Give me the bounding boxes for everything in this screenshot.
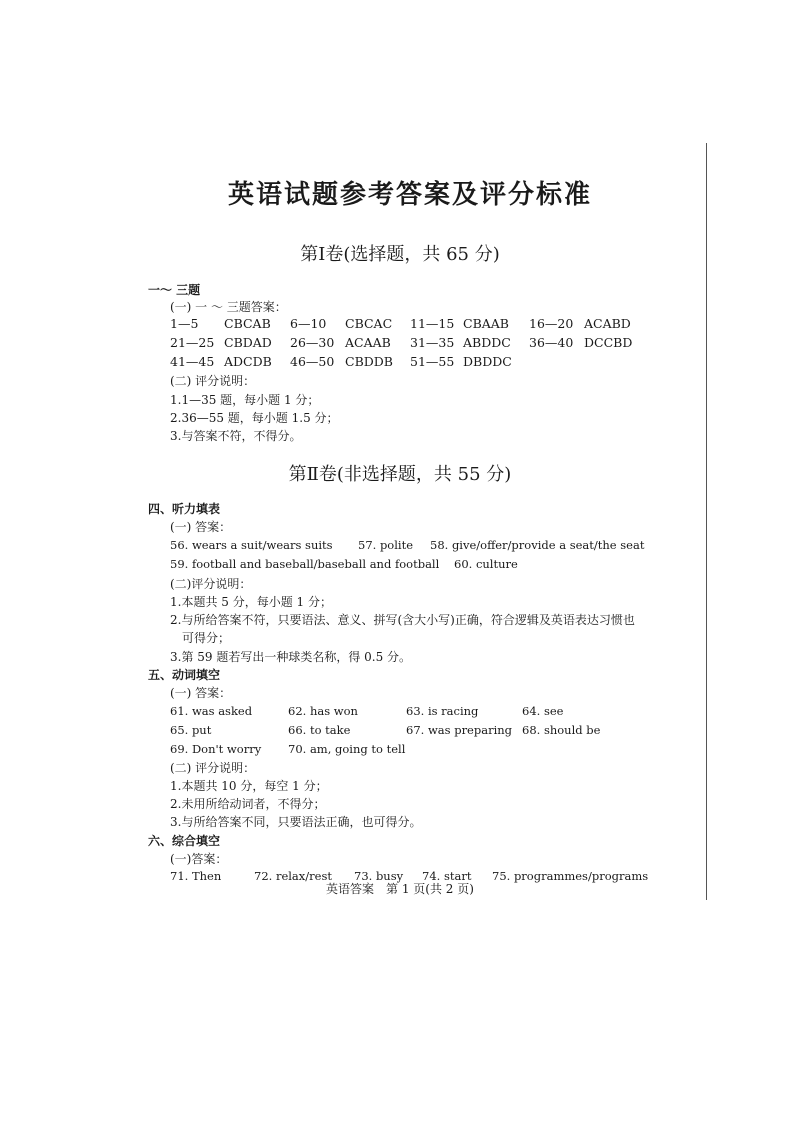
answer-item: 61. was asked [170, 704, 253, 718]
range-label: 21—25 [170, 335, 215, 350]
answer-item: 65. put [170, 723, 212, 737]
answer-value: ACAAB [345, 335, 391, 350]
range-label: 11—15 [410, 316, 455, 331]
answer-item: 68. should be [522, 723, 601, 737]
answer-value: CBDAD [224, 335, 272, 350]
answer-item: 66. to take [288, 723, 351, 737]
page-title: 英语试题参考答案及评分标准 [227, 180, 592, 210]
answer-row [170, 557, 700, 576]
scoring-label: (二)评分说明： [170, 577, 252, 591]
answer-item: 63. is racing [406, 704, 479, 718]
answer-item: 57. polite [358, 538, 414, 552]
scoring-item: 1.本题共 10 分，每空 1 分； [170, 779, 328, 793]
answer-value: DBDDC [463, 354, 512, 369]
scoring-item: 1.本题共 5 分，每小题 1 分； [170, 595, 332, 609]
answer-row [170, 723, 700, 742]
answer-item: 67. was preparing [406, 723, 513, 737]
answer-value: CBAAB [463, 316, 509, 331]
answer-item: 58. give/offer/provide a seat/the seat [430, 538, 645, 552]
answer-item: 69. Don't worry [170, 742, 262, 756]
scoring-item: 3.与所给答案不同，只要语法正确，也可得分。 [170, 815, 422, 829]
scoring-label: (二) 评分说明： [170, 761, 256, 775]
answer-item: 64. see [522, 704, 564, 718]
range-label: 16—20 [529, 316, 574, 331]
scoring-item: 3.第 59 题若写出一种球类名称，得 0.5 分。 [170, 650, 412, 664]
part2-heading: 第Ⅱ卷(非选择题，共 55 分) [288, 464, 512, 485]
answer-item: 70. am, going to tell [288, 742, 406, 756]
section4-label: 四、听力填表 [148, 502, 221, 516]
answers-label: (一) 答案： [170, 520, 232, 534]
answer-item: 56. wears a suit/wears suits [170, 538, 333, 552]
answer-value: CBCAB [224, 316, 271, 331]
answer-item: 71. Then [170, 869, 222, 883]
answer-item: 59. football and baseball/baseball and football [170, 557, 440, 571]
answer-value: ABDDC [463, 335, 511, 350]
answer-item: 74. start [422, 869, 472, 883]
scoring-item: 2.与所给答案不符，只要语法、意义、拼写(含大小写)正确，符合逻辑及英语表达习惯也 [170, 613, 635, 627]
answer-row [170, 742, 700, 761]
range-label: 46—50 [290, 354, 335, 369]
answer-value: CBDDB [345, 354, 393, 369]
range-label: 26—30 [290, 335, 335, 350]
range-label: 6—10 [290, 316, 327, 331]
scoring-item: 2.未用所给动词者，不得分； [170, 797, 326, 811]
range-label: 1—5 [170, 316, 199, 331]
answer-item: 60. culture [454, 557, 518, 571]
answer-item: 72. relax/rest [254, 869, 332, 883]
answers-label: (一) 一 ～ 三题答案： [170, 300, 287, 314]
scoring-item: 1.1—35 题，每小题 1 分； [170, 393, 320, 407]
section6-label: 六、综合填空 [148, 834, 221, 848]
scoring-label: (二) 评分说明： [170, 374, 256, 388]
range-label: 31—35 [410, 335, 455, 350]
answer-item: 73. busy [354, 869, 404, 883]
part1-heading: 第Ⅰ卷(选择题，共 65 分) [300, 244, 500, 265]
answer-row [170, 704, 700, 723]
answer-value: DCCBD [584, 335, 633, 350]
page-footer: 英语答案 第 1 页(共 2 页) [326, 882, 474, 896]
section-label: 一～ 三题 [148, 283, 201, 297]
answers-label: (一)答案： [170, 852, 228, 866]
scoring-item: 可得分； [182, 631, 231, 645]
answer-row [170, 538, 700, 557]
scoring-item: 2.36—55 题，每小题 1.5 分； [170, 411, 339, 425]
range-label: 41—45 [170, 354, 215, 369]
answers-label: (一) 答案： [170, 686, 232, 700]
scoring-item: 3.与答案不符，不得分。 [170, 429, 302, 443]
answer-item: 62. has won [288, 704, 358, 718]
range-label: 36—40 [529, 335, 574, 350]
range-label: 51—55 [410, 354, 455, 369]
answer-value: ADCDB [224, 354, 272, 369]
answer-value: ACABD [584, 316, 631, 331]
answer-item: 75. programmes/programs [492, 869, 649, 883]
answer-value: CBCAC [345, 316, 393, 331]
section5-label: 五、动词填空 [148, 668, 221, 682]
